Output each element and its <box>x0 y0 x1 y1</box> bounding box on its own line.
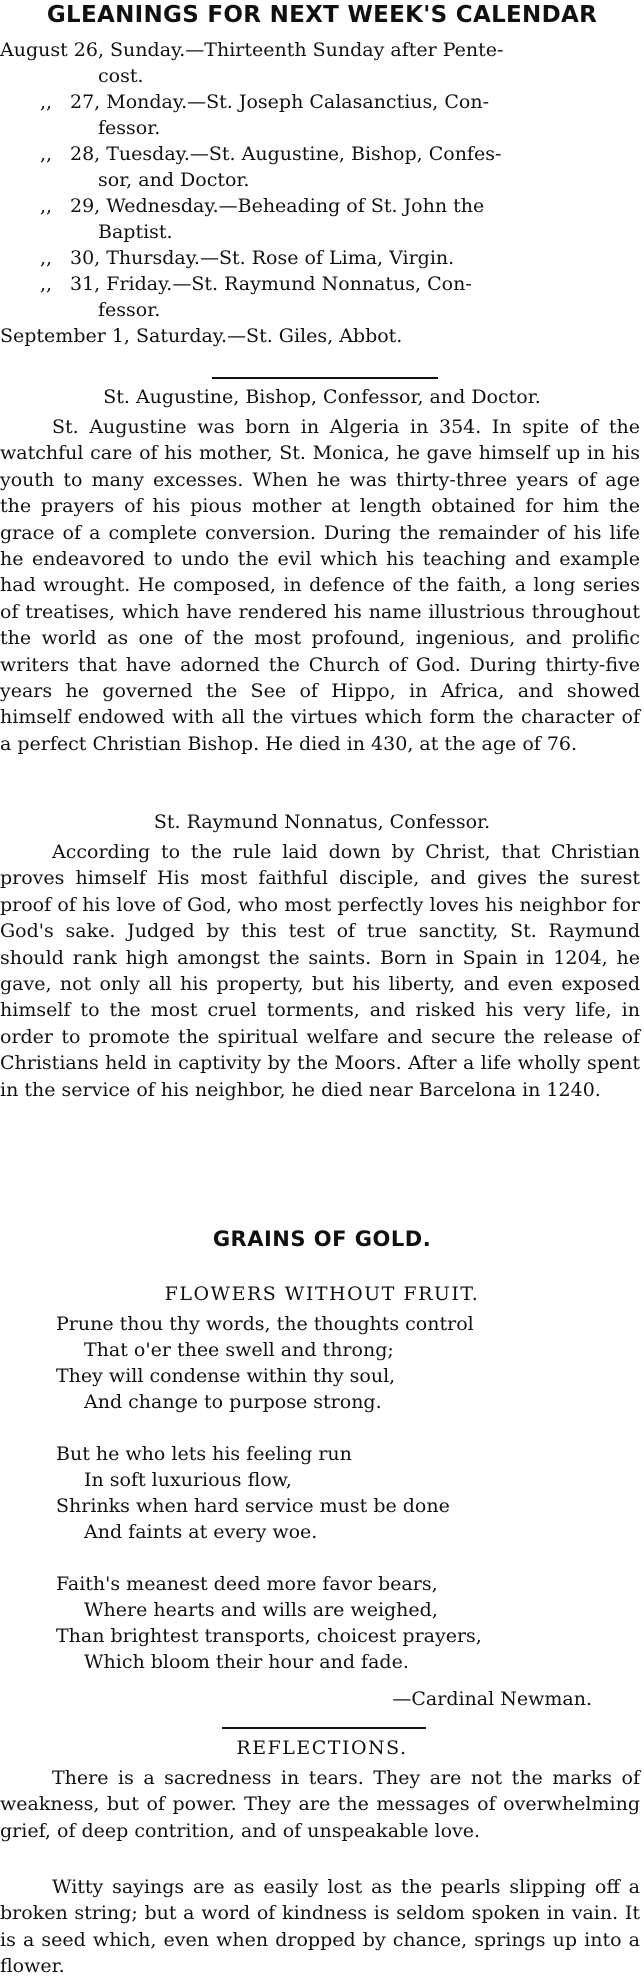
calendar-entry-continuation <box>0 115 644 141</box>
poem-line: In soft luxurious flow, <box>84 1469 292 1491</box>
ditto-mark: ,, <box>40 247 53 269</box>
poem-line: Which bloom their hour and fade. <box>84 1651 409 1673</box>
calendar-entry-continuation <box>0 219 644 245</box>
poem-stanza <box>56 1441 636 1545</box>
poem-line: They will condense within thy soul, <box>56 1365 396 1387</box>
calendar-entry-continuation <box>0 63 644 89</box>
raymund-body: According to the rule laid down by Christ, that Christian proves himself His most faithful disciple, and gives the surest proof of his love of God, who most perfectly loves his neighbor for God's sake. Judged by this test of true sanctity, St. Raymund should rank high amongst the saints. Born in Spain in 1204, he gave, not only all his property, but his liberty, and even exposed himself to the most cruel torments, and risked his very life, in order to promote the spiritual welfare and secure the release of Christians held in captivity by the Moors. After a life wholly spent in the service of his neighbor, he died near Barcelona in 1240. <box>0 841 640 1101</box>
ditto-mark: ,, <box>40 273 53 295</box>
calendar-entry-text: September 1, Saturday.—St. Giles, Abbot. <box>0 325 403 347</box>
divider <box>212 377 438 379</box>
calendar-entry-continuation <box>0 167 644 193</box>
ditto-mark: ,, <box>40 195 53 217</box>
calendar-entry <box>0 141 644 167</box>
grains-title: GRAINS OF GOLD. <box>212 1227 432 1251</box>
poem-title: FLOWERS WITHOUT FRUIT. <box>164 1283 480 1305</box>
augustine-heading: St. Augustine, Bishop, Confessor, and Doctor. <box>103 386 541 408</box>
poem-attribution: —Cardinal Newman. <box>392 1688 592 1710</box>
poem-stanza <box>56 1311 636 1415</box>
raymund-heading: St. Raymund Nonnatus, Confessor. <box>153 811 491 833</box>
calendar-entry <box>0 323 644 349</box>
calendar-title: GLEANINGS FOR NEXT WEEK'S CALENDAR <box>46 2 598 28</box>
calendar-entry-text: 29, Wednesday.—Beheading of St. John the <box>70 195 485 217</box>
calendar-entry <box>0 193 644 219</box>
calendar-entry-continuation <box>0 297 644 323</box>
reflections-paragraph-2: Witty sayings are as easily lost as the pearls slipping off a broken string; but a word of kindness is seldom spoken in vain. It is a seed which, even when dropped by chance, springs up into a flower. <box>0 1876 640 1978</box>
calendar-entry-cont: fessor. <box>98 117 161 139</box>
calendar-entry <box>0 37 644 63</box>
poem-line: That o'er thee swell and throng; <box>84 1339 394 1361</box>
augustine-body: St. Augustine was born in Algeria in 354. In spite of the watchful care of his mother, St. Monica, he gave himself up in his youth to many excesses. When he was thirty-three years of age the prayers of his pious mother at length obtained for him the grace of a complete conversion. During the remainder of his life he endeavored to undo the evil which his teaching and example had wrought. He composed, in defence of the faith, a long series of treatises, which have rendered his name illustrious throughout the world as one of the most profound, ingenious, and prolific writers that have adorned the Church of God. During thirty-five years he governed the See of Hippo, in Africa, and showed himself endowed with all the virtues which form the character of a perfect Christian Bishop. He died in 430, at the age of 76. <box>0 416 640 755</box>
ditto-mark: ,, <box>40 91 53 113</box>
calendar-entry-cont: Baptist. <box>98 221 173 243</box>
poem <box>56 1311 636 1701</box>
poem-line: Shrinks when hard service must be done <box>56 1495 450 1517</box>
calendar-entry-cont: sor, and Doctor. <box>98 169 250 191</box>
calendar-entry-text: 31, Friday.—St. Raymund Nonnatus, Con- <box>70 273 472 295</box>
ditto-mark: ,, <box>40 143 53 165</box>
calendar-entry <box>0 245 644 271</box>
poem-line: And faints at every woe. <box>84 1521 318 1543</box>
calendar-entry-cont: cost. <box>98 65 144 87</box>
poem-line: Prune thou thy words, the thoughts control <box>56 1313 474 1335</box>
calendar-entry-text: 30, Thursday.—St. Rose of Lima, Virgin. <box>70 247 455 269</box>
poem-line: Where hearts and wills are weighed, <box>84 1599 438 1621</box>
calendar-entry-text: —Thirteenth Sunday after Pente- <box>185 39 504 61</box>
calendar-entry <box>0 271 644 297</box>
poem-line: Than brightest transports, choicest prayers, <box>56 1625 482 1647</box>
calendar-entry-prefix: August 26, Sunday. <box>0 39 186 61</box>
poem-stanza <box>56 1571 636 1675</box>
poem-line: But he who lets his feeling run <box>56 1443 352 1465</box>
calendar-entry-text: 27, Monday.—St. Joseph Calasanctius, Con- <box>70 91 489 113</box>
calendar-entry-cont: fessor. <box>98 299 161 321</box>
reflections-title: REFLECTIONS. <box>236 1737 408 1759</box>
calendar-list <box>0 37 644 349</box>
divider <box>222 1727 426 1729</box>
calendar-entry-text: 28, Tuesday.—St. Augustine, Bishop, Confes- <box>70 143 502 165</box>
calendar-entry <box>0 89 644 115</box>
reflections-paragraph-1: There is a sacredness in tears. They are not the marks of weakness, but of power. They are the messages of overwhelming grief, of deep contrition, and of unspeakable love. <box>0 1767 640 1842</box>
poem-line: Faith's meanest deed more favor bears, <box>56 1573 438 1595</box>
poem-line: And change to purpose strong. <box>84 1391 382 1413</box>
